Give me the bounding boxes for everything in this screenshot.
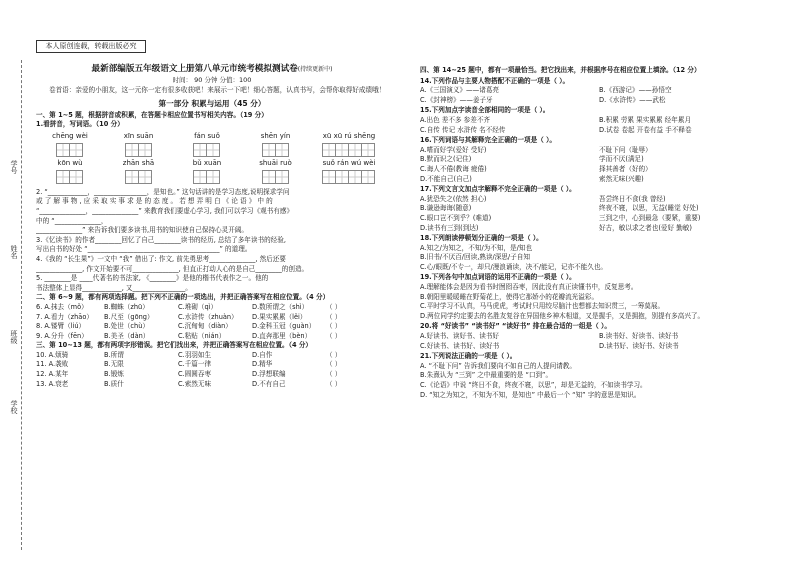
option-a: 8. A.镂臂（liú） [36, 322, 86, 331]
pinyin-text: chēng wèi [52, 131, 88, 140]
pinyin-item [242, 132, 310, 157]
question-line: 书法整体上显得____________, 又________________。 [36, 283, 192, 292]
option-row [420, 244, 778, 254]
section-three-heading: 三、第 10~13 题，都有两项字形错误。把它们找出来，并把正确答案写在相应位置。（4 分） [36, 341, 313, 350]
option-row [420, 86, 778, 96]
right-questions [420, 77, 778, 401]
pinyin-item [105, 159, 173, 184]
answer-option[interactable]: 终夜不寝，以思，无益(睡觉 好处) [599, 204, 699, 213]
pinyin-item [173, 132, 241, 157]
question-line: 5. ________是 ____代著名的书法家, 《________》是他的楷书代表作之一。他的 [36, 274, 269, 283]
option-row [420, 381, 778, 391]
answer-blank[interactable]: （ ） [326, 322, 342, 331]
options-row [36, 370, 388, 380]
option-a: 11. A.袭败 [36, 360, 69, 369]
option-b: B.尺至（gōng） [104, 312, 154, 321]
exam-title-text: 最新部编版五年级语文上册第八单元市统考模拟测试卷 [91, 64, 298, 74]
answer-option[interactable]: B.谦逊诲诲(随意) [420, 204, 472, 213]
side-label-student-number: 学号 [10, 160, 18, 174]
option-row [420, 391, 778, 401]
answer-option[interactable]: C.好读书、读书好、读好书 [420, 341, 500, 350]
question-3 [36, 236, 388, 255]
answer-option[interactable]: B.《西游记》——孙悟空 [599, 86, 672, 95]
writing-boxes[interactable] [105, 143, 173, 157]
option-row [420, 371, 778, 381]
question-stem: 18.下列朗读停顿划分正确的一项是（ ）。 [420, 234, 543, 243]
option-row [420, 332, 778, 342]
option-row [420, 165, 778, 175]
answer-option[interactable]: D.读书好、读好书、好读书 [599, 341, 679, 350]
answer-option[interactable]: C.心/眼既/不专一，却只/漫浪诵读，决不/能记，记亦不能久也。 [420, 262, 608, 271]
option-row [420, 175, 778, 185]
pinyin-text: zhān shā [122, 158, 155, 167]
question-stem: 17.下列文言文加点字解释不完全正确的一项是（ ）。 [420, 185, 576, 194]
section-four-heading: 四、第 14~25 题中，都有一项最恰当。把它找出来，并根据序号在相应位置上填涂。（12 分） [420, 66, 701, 74]
option-a: 6. A.抹去（mǒ） [36, 302, 88, 311]
options-row [36, 351, 388, 361]
question-stem: 21.下列说法正确的一项是（ ）。 [420, 352, 517, 361]
option-a: 9. A.分升（fēn） [36, 331, 88, 340]
option-c: C.堆砌（qì） [178, 302, 218, 311]
question-1-heading: 1.看拼音，写词语。（10 分） [36, 120, 124, 129]
pinyin-text: fán suǒ [194, 131, 220, 140]
option-d: D.直奔那里（bèn） [252, 331, 312, 340]
answer-option[interactable]: 择其善者（好的） [599, 164, 652, 173]
option-b: B.锻炼 [104, 370, 124, 379]
answer-option[interactable]: A.嗜而好学(爱好 受好) [420, 145, 487, 154]
question-line: 或 了 解 事 物 , 应 采 取 实 事 求 是 的 态 度 。 若 想 弄 明 白 《 论 语 》 中 的 [36, 197, 273, 206]
question-stem: 14.下列作品与主要人物搭配不正确的一项是（ ）。 [420, 76, 570, 85]
pinyin-item [310, 132, 388, 157]
option-row [420, 214, 778, 224]
option-row [420, 224, 778, 234]
question-line: 2. “____________，________________，是知也。” 这句话讲的是学习态度,说明探求学问 [36, 187, 290, 196]
answer-option[interactable]: C.平时学习不认真，马马虎虎，考试时只用绞尽脑汁也想都去知识贯三，一筹莫展。 [420, 302, 665, 311]
question-line: 写出自书的好处 “________________________________________” 的道理。 [36, 245, 252, 254]
exam-title [36, 64, 388, 75]
option-c: C.沉甸甸（diàn） [178, 322, 232, 331]
option-c: C.千篇一律 [178, 360, 212, 369]
question-5 [36, 274, 388, 293]
option-c: C.羽羽如生 [178, 350, 212, 359]
binding-line [21, 60, 22, 550]
answer-option[interactable]: A.知之/为知之，不知/为不知，是/知也 [420, 243, 533, 252]
pinyin-text: xīn suān [123, 131, 154, 140]
option-row [420, 362, 778, 372]
exam-meta: 时间： 90 分钟 分值：100 [172, 76, 252, 84]
option-d: D.金科玉冠（guàn） [252, 322, 316, 331]
answer-option[interactable]: 吾尝终日不食(我 曾经) [599, 194, 666, 203]
pinyin-item [36, 159, 104, 184]
writing-boxes[interactable] [105, 170, 173, 184]
writing-boxes[interactable] [36, 170, 104, 184]
pinyin-item [310, 159, 388, 184]
answer-blank[interactable]: （ ） [326, 360, 342, 369]
question-line: ______________, 作文开始要不可______________, 但直正打动人心的是自己________的创造。 [36, 264, 309, 273]
question-line: 4.《我的 “长生果”》一文中 “我” 借出了: 作文, 前先勇思考______________, 然后还要 [36, 254, 286, 263]
options-row [36, 303, 388, 313]
option-row [420, 253, 778, 263]
answer-option[interactable]: B.积累 劳累 果实累累 经年累月 [599, 115, 692, 124]
pinyin-text: shēn yín [260, 131, 291, 140]
pinyin-item [105, 132, 173, 157]
option-b: B.所谓 [104, 350, 124, 359]
option-row [420, 96, 778, 106]
side-label-class: 班级 [10, 330, 18, 344]
option-row [420, 146, 778, 156]
section-two-heading: 二、第 6~9 题，都有两项选择题。把下列不正确的一项选出，并把正确答案写在相应位置。（4 分） [36, 293, 330, 302]
exam-intro: 卷首语：亲爱的小朋友，这一元你一定有很多收获吧！来展示一下吧！细心答题，认真书写，会帮你取得好成绩哦！ [49, 86, 386, 94]
answer-option[interactable]: D.两位同学约定要去的名胜友复谷在异国他乡神木相道，又是握手，又是拥抱，别提有多高兴了。 [420, 311, 705, 320]
option-b: B.处世（chù） [104, 322, 149, 331]
writing-boxes[interactable] [173, 170, 241, 184]
question-line: ______________” 来告诉我们要多读书,用书的知识使自己保持心灵开阔。 [36, 226, 249, 235]
pinyin-text: shuāi ruò [259, 158, 292, 167]
answer-option[interactable]: C.眼口岂不到乎？(难道) [420, 213, 492, 222]
answer-option[interactable]: 学而不厌(满足) [599, 155, 644, 164]
part-one-heading: 第一部分 积累与运用（45 分） [158, 99, 266, 108]
option-row [420, 312, 778, 322]
answer-option[interactable]: A.犹恐失之(依然 担心) [420, 194, 487, 203]
answer-option[interactable]: B.默而识之(记住) [420, 155, 472, 164]
answer-option[interactable]: B.读书好、好读书、读好书 [599, 332, 679, 341]
right-column [420, 66, 778, 400]
question-stem: 16.下列词语与其解释完全正确的一项是（ ）。 [420, 136, 556, 145]
options-row [36, 322, 388, 332]
answer-blank[interactable]: （ ） [326, 312, 342, 321]
copyright-stamp: 本人原创连载，转载出版必究 [36, 40, 146, 53]
option-row [420, 293, 778, 303]
answer-option[interactable]: A.好读书、读好书、读书好 [420, 332, 500, 341]
side-label-school: 学校 [10, 400, 18, 414]
option-d: D.数所谓之（shì） [252, 302, 309, 311]
option-d: D.果实累累（lěi） [252, 312, 307, 321]
answer-option[interactable]: C.《封神榜》——姜子牙 [420, 95, 493, 104]
answer-option[interactable]: B.朱熹认为 “三到” 之中最重要的是 “口到”。 [420, 371, 553, 380]
writing-boxes[interactable] [36, 143, 104, 157]
option-c: C.索然无味 [178, 379, 212, 388]
answer-option[interactable]: D.不能自己(自己) [420, 174, 472, 183]
question-line: 3.《忆读书》的作者________回忆了自己________读书的经历, 总结了多年读书的经验, [36, 235, 286, 244]
answer-option[interactable]: D.读书有三到(到达) [420, 223, 479, 232]
answer-blank[interactable]: （ ） [326, 379, 342, 388]
answer-option[interactable]: 好古，敏以求之者也(爱好 勤敏) [599, 223, 692, 232]
option-c: C.圆圆吞枣 [178, 370, 212, 379]
writing-boxes[interactable] [173, 143, 241, 157]
option-a: 13. A.衰老 [36, 379, 69, 388]
option-a: 12. A.某年 [36, 370, 69, 379]
option-d: D.自作 [252, 350, 273, 359]
option-c: C.水浒传（zhuàn） [178, 312, 238, 321]
option-d: D.不有自己 [252, 379, 286, 388]
option-row [420, 155, 778, 165]
left-column [36, 58, 388, 389]
answer-option[interactable]: C.诲人不倦(教诲 疲倦) [420, 164, 487, 173]
pinyin-text: bǔ xuān [192, 158, 222, 167]
answer-blank[interactable]: （ ） [326, 331, 342, 340]
section-one-heading: 一、第 1~5 题，根据拼音或积累，在答题卡相应位置书写相关内容。（19 分） [36, 110, 268, 119]
pinyin-text: xū xū rú shēng [322, 131, 376, 140]
answer-option[interactable]: D.《水浒传》——武松 [599, 95, 666, 104]
pinyin-row-1 [36, 132, 388, 157]
option-row [420, 195, 778, 205]
options-row [36, 360, 388, 370]
writing-boxes[interactable] [242, 170, 310, 184]
answer-option[interactable]: A.《三国演义》——诸葛亮 [420, 86, 500, 95]
option-row [420, 283, 778, 293]
question-line: “______________，______________” 来教育我们要虚心学习, 我们可以学习《观书有感》 [36, 206, 294, 215]
answer-option[interactable]: C.自传 传记 水浒传 名不经传 [420, 125, 506, 134]
answer-blank[interactable]: （ ） [326, 302, 342, 311]
option-row [420, 204, 778, 214]
question-2 [36, 188, 388, 236]
option-b: B.蜘蛛（zhū） [104, 302, 149, 311]
option-d: D.浮想联编 [252, 370, 286, 379]
pinyin-text: suǒ rán wú wèi [322, 158, 376, 167]
answer-option[interactable]: D. “知之为知之，不知为不知，是知也” 中最后一个 “知” 字的意思是知识。 [420, 390, 641, 399]
answer-option[interactable]: C.《论语》中说 “终日不食，终夜不寝，以思”，却是无益的，不如读书学习。 [420, 381, 647, 389]
options-row [36, 332, 388, 342]
option-row [420, 302, 778, 312]
option-c: C.粘贴（nián） [178, 331, 226, 340]
option-row [420, 126, 778, 136]
pinyin-item [173, 159, 241, 184]
answer-option[interactable]: A. “不耻下问” 告诉我们要向不如自己的人提问请教。 [420, 361, 576, 370]
pinyin-row-2 [36, 159, 388, 184]
answer-blank[interactable]: （ ） [326, 350, 342, 359]
writing-boxes[interactable] [242, 143, 310, 157]
option-b: B.无限 [104, 360, 124, 369]
answer-option[interactable]: 三到之中，心到最急（要紧，重要) [599, 213, 701, 222]
question-line: 中的 “______________， [36, 216, 108, 225]
exam-title-note: (持续更新中) [297, 66, 333, 73]
options-row [36, 313, 388, 323]
question-stem: 19.下列各句中加点词语的运用不正确的一项是（ ）。 [420, 273, 576, 282]
pinyin-text: kōn wù [57, 158, 83, 167]
option-row [420, 116, 778, 126]
answer-option[interactable]: A.出色 差不多 参差不齐 [420, 115, 491, 124]
answer-option[interactable]: A.理解能体会是因为看书时囫囵吞枣，因此没有真正读懂书中，反复思考。 [420, 283, 638, 292]
question-stem: 20.将 “好读书” “读书好” “读好书” 排在最合适的一组是（ ）。 [420, 322, 611, 331]
option-b: B.质什 [104, 379, 124, 388]
answer-option[interactable]: 不耻下问（耻辱） [599, 145, 652, 154]
writing-boxes[interactable] [310, 143, 388, 157]
answer-option[interactable]: B.旧书/不厌百/回读,熟读/深思/子自知 [420, 253, 530, 262]
pinyin-item [242, 159, 310, 184]
question-stem: 15.下列加点字读音全部相同的一项是（ ）。 [420, 106, 550, 115]
option-b: B.美圣（dàn） [104, 331, 150, 340]
option-row [420, 342, 778, 352]
option-a: 10. A.烦骑 [36, 350, 69, 359]
writing-boxes[interactable] [310, 170, 388, 184]
option-d: D.精华 [252, 360, 273, 369]
answer-option[interactable]: 索然无味(兴趣) [599, 174, 644, 183]
answer-option[interactable]: D.试卷 卷起 开卷有益 手不释卷 [599, 125, 692, 134]
side-label-name: 姓名 [10, 245, 18, 259]
question-4 [36, 255, 388, 274]
option-a: 7. A.看力（zhāo） [36, 312, 93, 321]
pinyin-item [36, 132, 104, 157]
answer-option[interactable]: B.朝阳里暖暖睡在野菊花上，使得它那娇小的花瓣流光溢彩。 [420, 292, 599, 301]
options-row [36, 380, 388, 390]
option-row [420, 263, 778, 273]
answer-blank[interactable]: （ ） [326, 370, 342, 379]
